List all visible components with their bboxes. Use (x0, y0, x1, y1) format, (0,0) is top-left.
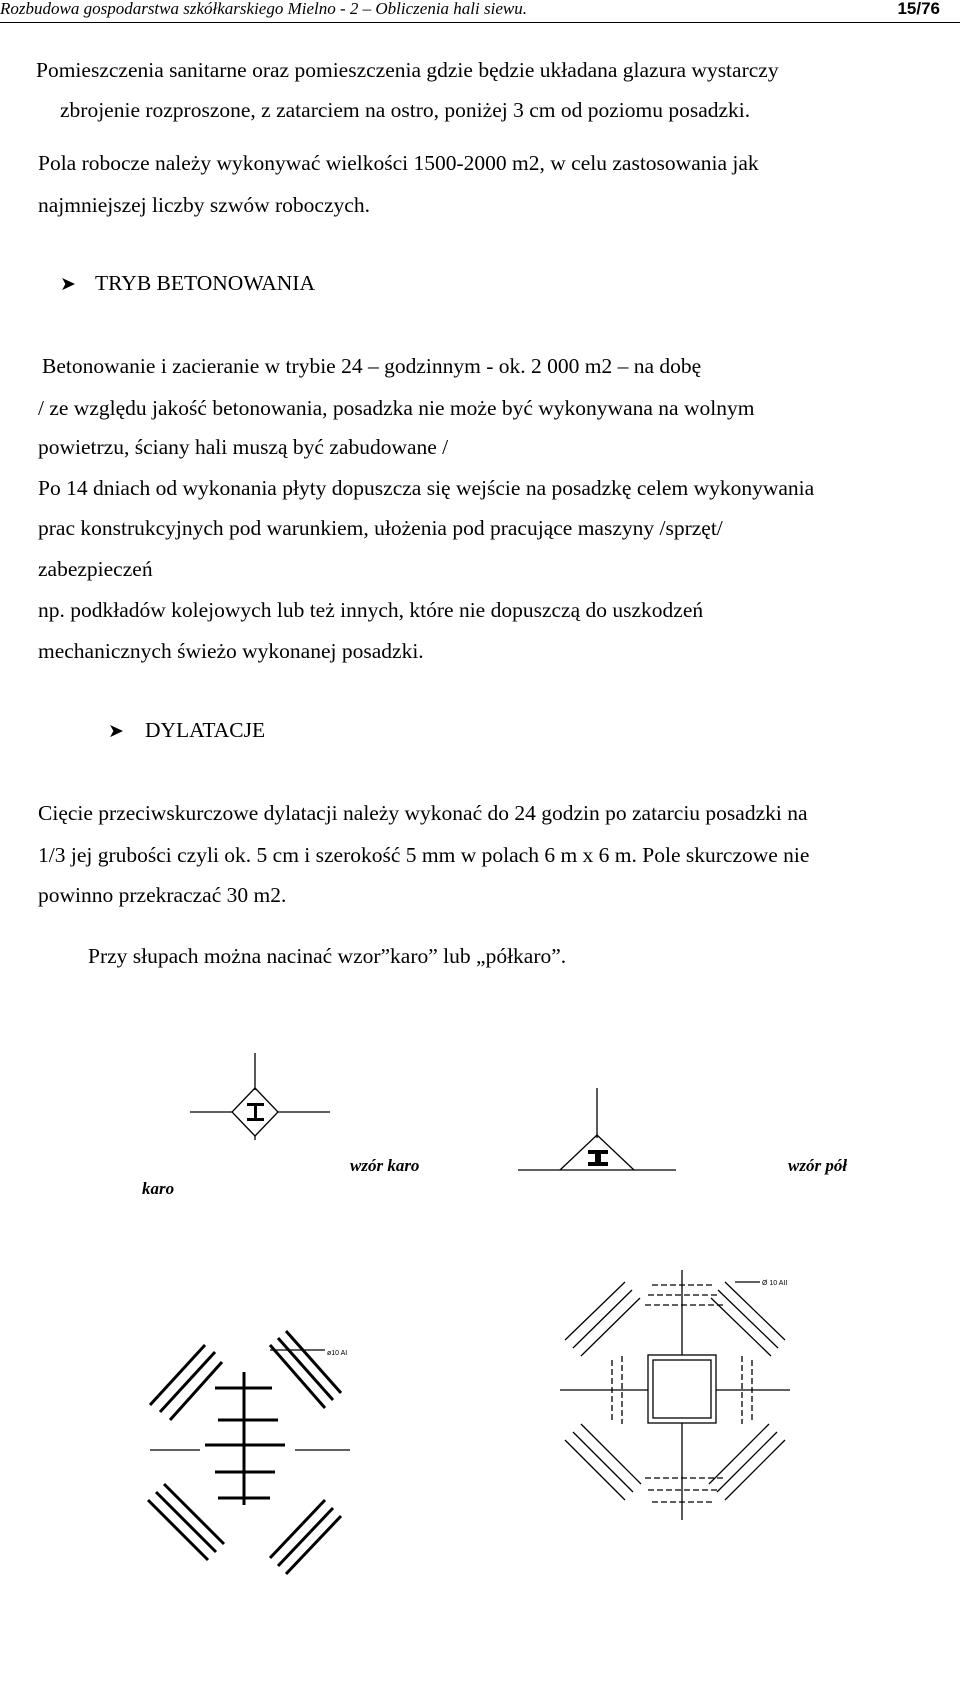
arrow-bullet-icon: ➤ (60, 274, 76, 295)
tryb-line-2: / ze względu jakość betonowania, posadzka nie może być wykonywana na wolnym (38, 396, 755, 420)
dylatacje-line-1: Cięcie przeciwskurczowe dylatacji należy wykonać do 24 godzin po zatarciu posadzki na (38, 801, 808, 825)
dylatacje-line-3: powinno przekraczać 30 m2. (38, 883, 287, 907)
document-header-title: Rozbudowa gospodarstwa szkółkarskiego Mielno - 2 – Obliczenia hali siewu. (0, 0, 527, 18)
rebar-note-left: ø10 AI (327, 1350, 348, 1357)
label-karo: karo (142, 1179, 175, 1198)
section-heading-tryb-betonowania: TRYB BETONOWANIA (95, 271, 315, 295)
tryb-line-8: mechanicznych świeżo wykonanej posadzki. (38, 639, 424, 663)
intro-line-4: najmniejszej liczby szwów roboczych. (38, 193, 370, 217)
intro-line-3: Pola robocze należy wykonywać wielkości 1500-2000 m2, w celu zastosowania jak (38, 151, 759, 175)
tryb-line-5: prac konstrukcyjnych pod warunkiem, ułożenia pod pracujące maszyny /sprzęt/ (38, 516, 723, 540)
tryb-line-6: zabezpieczeń (38, 557, 153, 581)
intro-line-1: Pomieszczenia sanitarne oraz pomieszczenia gdzie będzie układana glazura wystarczy (36, 58, 779, 82)
label-wzor-karo: wzór karo (350, 1156, 420, 1175)
header-rule (0, 22, 960, 23)
dylatacje-line-4: Przy słupach można nacinać wzor”karo” lub „półkaro”. (88, 944, 567, 968)
page-number: 15/76 (897, 0, 940, 18)
dylatacje-line-2: 1/3 jej grubości czyli ok. 5 cm i szerokość 5 mm w polach 6 m x 6 m. Pole skurczowe nie (38, 843, 810, 867)
arrow-bullet-icon: ➤ (108, 721, 124, 742)
tryb-line-7: np. podkładów kolejowych lub też innych, które nie dopuszczą do uszkodzeń (38, 598, 704, 622)
section-heading-dylatacje: DYLATACJE (145, 718, 266, 742)
tryb-line-3: powietrzu, ściany hali muszą być zabudowane / (38, 435, 449, 459)
rebar-note-right: Ø 10 AII (762, 1280, 788, 1287)
intro-line-2: zbrojenie rozproszone, z zatarciem na ostro, poniżej 3 cm od poziomu posadzki. (60, 98, 751, 122)
label-wzor-pol: wzór pół (788, 1156, 848, 1175)
tryb-line-4: Po 14 dniach od wykonania płyty dopuszcza się wejście na posadzkę celem wykonywania (38, 476, 815, 500)
tryb-line-1: Betonowanie i zacieranie w trybie 24 – godzinnym - ok. 2 000 m2 – na dobę (42, 354, 702, 378)
